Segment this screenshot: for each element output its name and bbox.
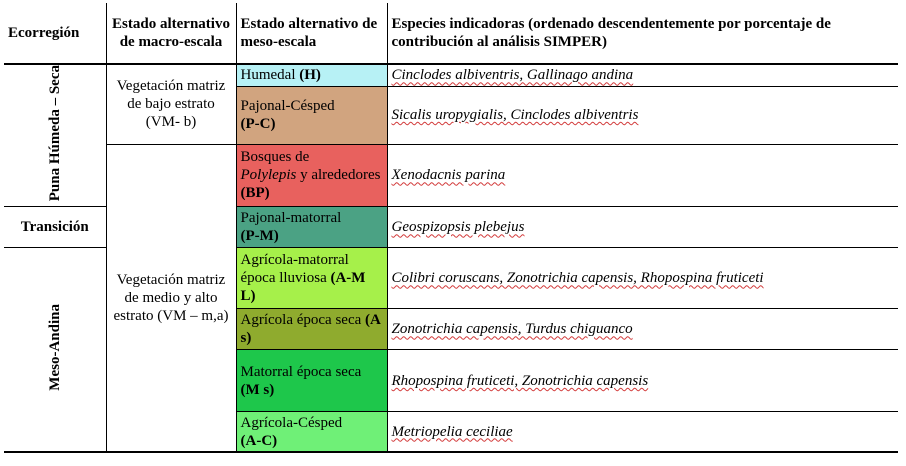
meso-label-italic: Polylepis bbox=[240, 167, 297, 184]
meso-code: (P-C) bbox=[240, 116, 276, 132]
meso-code: (P-M) bbox=[240, 228, 279, 245]
meso-code: (H) bbox=[299, 67, 321, 84]
table-row bbox=[4, 64, 898, 86]
species-text: Colibri coruscans, Zonotrichia capensis, Rhopospina fruticeti bbox=[391, 270, 764, 287]
meso-label: Pajonal-matorral bbox=[240, 210, 342, 227]
meso-label: Agrícola-matorral época lluviosa bbox=[240, 252, 349, 287]
species-text: Cinclodes albiventris, Gallinago andina bbox=[391, 67, 634, 84]
meso-cell bbox=[236, 144, 387, 207]
table-row bbox=[4, 144, 898, 207]
species-text: Metriopelia ceciliae bbox=[391, 423, 513, 440]
header-row bbox=[4, 3, 898, 64]
species-text: Sicalis uropygialis, Cinclodes albiventris bbox=[391, 107, 639, 123]
species-cell bbox=[387, 309, 898, 350]
species-cell bbox=[387, 86, 898, 144]
species-cell bbox=[387, 350, 898, 412]
species-cell bbox=[387, 207, 898, 248]
macro-vm-ma: Vegetación matriz de medio y alto estrato (VM – m,a) bbox=[106, 144, 236, 452]
meso-label: Agrícola época seca bbox=[240, 312, 362, 329]
ecoregion-puna: Puna Húmeda – Seca bbox=[46, 65, 63, 202]
species-cell bbox=[387, 144, 898, 207]
meso-code: (A-M L) bbox=[240, 270, 366, 305]
simper-table bbox=[4, 3, 898, 453]
meso-cell bbox=[236, 64, 387, 86]
meso-cell bbox=[236, 309, 387, 350]
meso-code: (BP) bbox=[240, 185, 270, 202]
species-text: Geospizopsis plebejus bbox=[391, 219, 525, 236]
meso-cell bbox=[236, 350, 387, 412]
meso-code: (A s) bbox=[240, 312, 381, 347]
header-species: Especies indicadoras (ordenado descendentemente por porcentaje de contribución al análisis SIMPER) bbox=[387, 3, 898, 64]
species-text: Rhopospina fruticeti, Zonotrichia capensis bbox=[391, 372, 649, 389]
species-text: Zonotrichia capensis, Turdus chiguanco bbox=[391, 321, 633, 338]
meso-cell bbox=[236, 207, 387, 248]
header-macro: Estado alternativo de macro-escala bbox=[106, 3, 236, 64]
ecoregion-meso-andina-cell bbox=[4, 248, 106, 452]
species-cell bbox=[387, 248, 898, 309]
ecoregion-meso-andina: Meso-Andina bbox=[46, 303, 63, 391]
ecoregion-transicion-cell bbox=[4, 207, 106, 248]
macro-vm-b: Vegetación matriz de bajo estrato (VM- b) bbox=[106, 64, 236, 144]
meso-cell bbox=[236, 412, 387, 452]
meso-code: (A-C) bbox=[240, 432, 278, 449]
meso-code: (M s) bbox=[240, 381, 275, 398]
species-cell bbox=[387, 412, 898, 452]
ecoregion-puna-cell bbox=[4, 64, 106, 207]
ecoregion-transicion: Transición bbox=[20, 219, 89, 236]
meso-label: Agrícola-Césped bbox=[240, 414, 343, 431]
meso-label-post: y alrededores bbox=[300, 167, 381, 184]
meso-label: Pajonal-Césped bbox=[240, 98, 335, 114]
meso-label: Bosques de bbox=[240, 149, 310, 166]
meso-label: Matorral época seca bbox=[240, 363, 362, 380]
header-meso: Estado alternativo de meso-escala bbox=[236, 3, 387, 64]
species-cell bbox=[387, 64, 898, 86]
meso-cell bbox=[236, 248, 387, 309]
meso-label: Humedal bbox=[240, 67, 296, 84]
header-ecoregion: Ecorregión bbox=[4, 3, 106, 64]
species-text: Xenodacnis parina bbox=[391, 167, 506, 184]
meso-cell bbox=[236, 86, 387, 144]
